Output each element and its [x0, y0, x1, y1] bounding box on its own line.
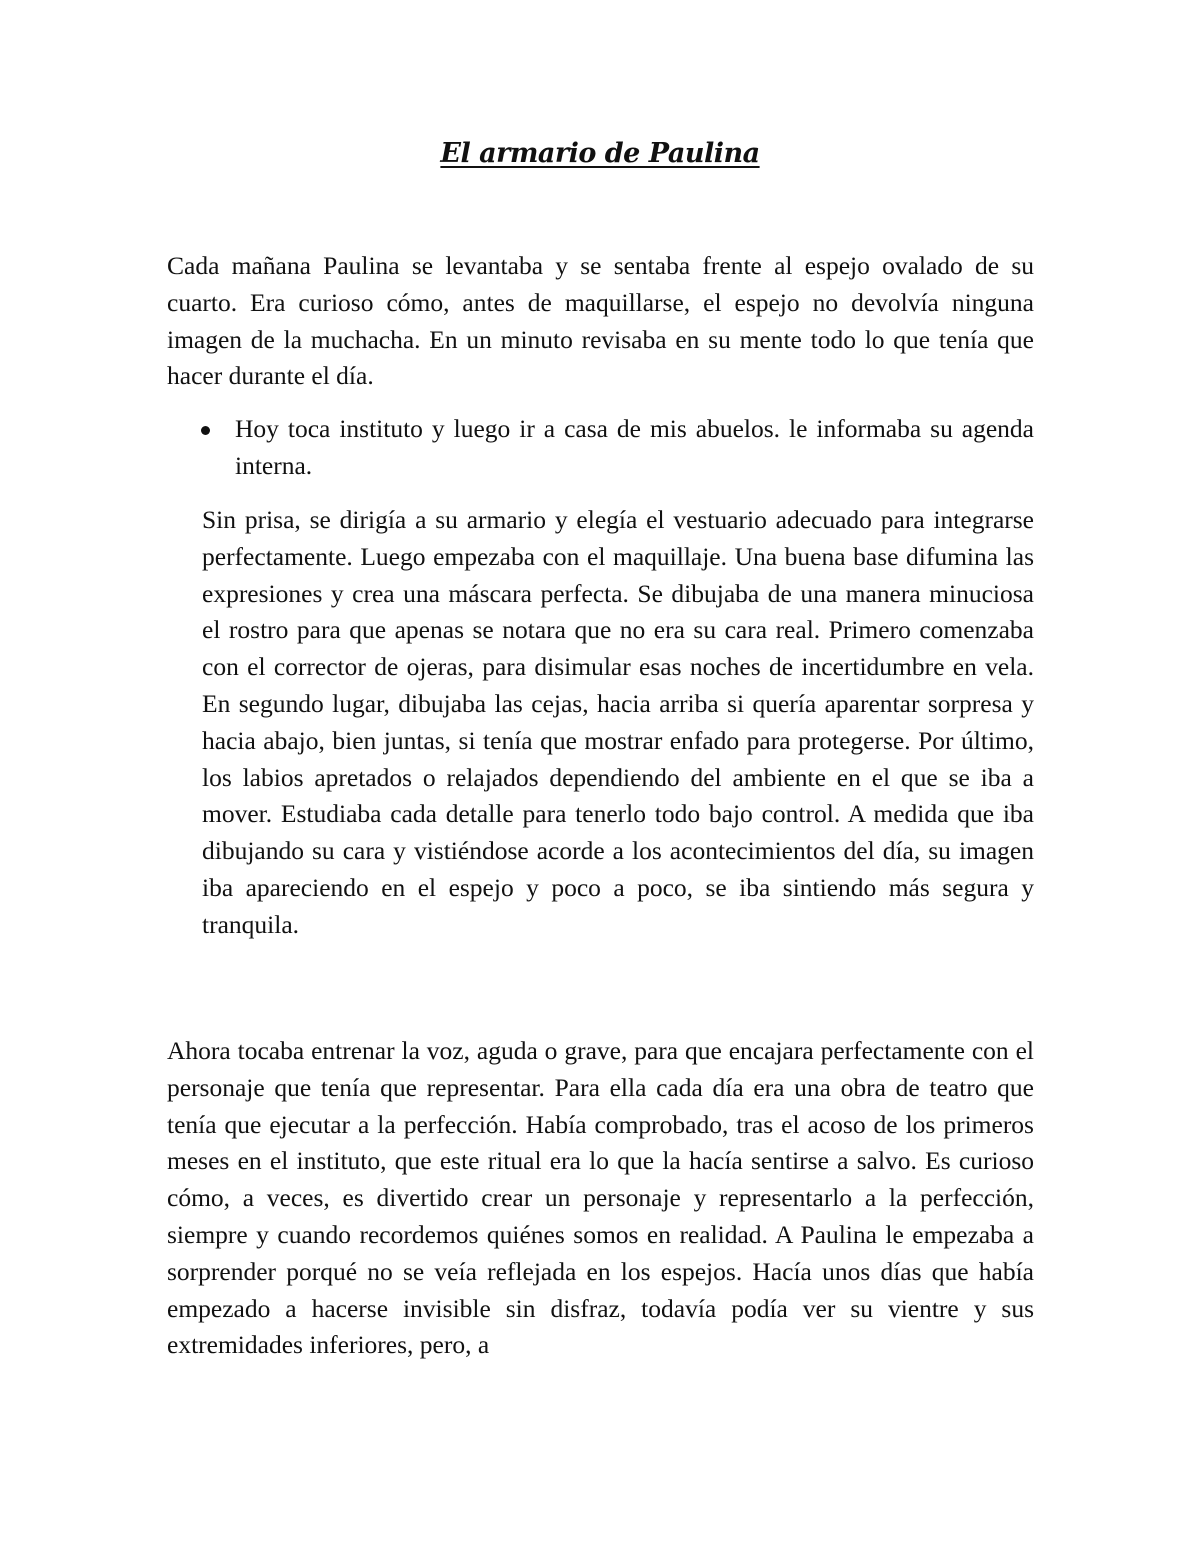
- paragraph-voice: Ahora tocaba entrenar la voz, aguda o grave, para que encajara perfectamente con el personaje que tenía que representar. Para ella cada día era una obra de teatro que tenía que ejecutar a la perfección. Había comprobado, tras el acoso de los primeros meses en el instituto, que este ritual era lo que la hacía sentirse a salvo. Es curioso cómo, a veces, es divertido crear un personaje y representarlo a la perfección, siempre y cuando recordemos quiénes somos en realidad. A Paulina le empezaba a sorprender porqué no se veía reflejada en los espejos. Hacía unos días que había empezado a hacerse invisible sin disfraz, todavía podía ver su vientre y sus extremidades inferiores, pero, a: [167, 1036, 1034, 1360]
- bullet-icon: [201, 426, 210, 435]
- paragraph-intro: Cada mañana Paulina se levantaba y se sentaba frente al espejo ovalado de su cuarto. Era curioso cómo, antes de maquillarse, el espejo no devolvía ninguna imagen de la muchacha. En un minuto revisaba en su mente todo lo que tenía que hacer durante el día.: [167, 251, 1034, 391]
- paragraph-makeup: Sin prisa, se dirigía a su armario y elegía el vestuario adecuado para integrarse perfectamente. Luego empezaba con el maquillaje. Una buena base difumina las expresiones y crea una máscara perfecta. Se dibujaba de una manera minuciosa el rostro para que apenas se notara que no era su cara real. Primero comenzaba con el corrector de ojeras, para disimular esas noches de incertidumbre en vela. En segundo lugar, dibujaba las cejas, hacia arriba si quería aparentar sorpresa y hacia abajo, bien juntas, si tenía que mostrar enfado para protegerse. Por último, los labios apretados o relajados dependiendo del ambiente en el que se iba a mover. Estudiaba cada detalle para tenerlo todo bajo control. A medida que iba dibujando su cara y vistiéndose acorde a los acontecimientos del día, su imagen iba apareciendo en el espejo y poco a poco, se iba sintiendo más segura y tranquila.: [202, 505, 1034, 939]
- document-title: El armario de Paulina: [440, 138, 760, 169]
- bullet-text: Hoy toca instituto y luego ir a casa de mis abuelos. le informaba su agenda interna.: [235, 414, 1034, 480]
- list-item: [167, 411, 1034, 485]
- bullet-list: [167, 411, 1034, 485]
